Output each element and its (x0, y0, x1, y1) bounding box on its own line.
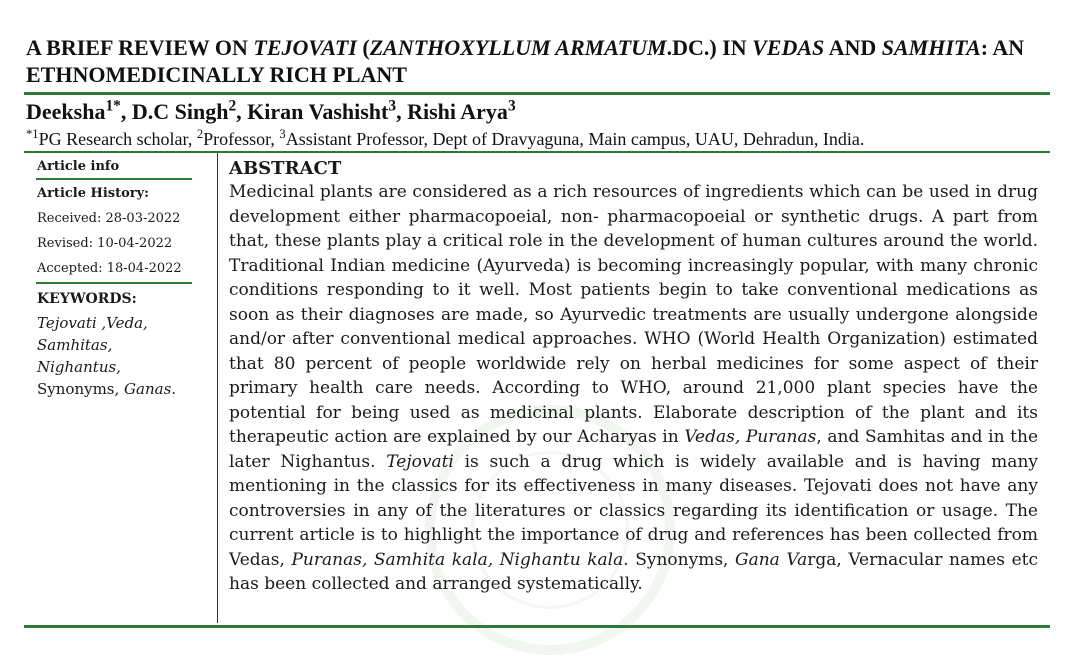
keyword-line: Synonyms, Ganas. (37, 380, 177, 398)
author-name: Kiran Vashisht (247, 99, 389, 124)
keyword-line: Nighantus, (37, 358, 121, 376)
article-history-heading: Article History: (37, 186, 149, 201)
header-divider (24, 151, 1050, 153)
column-divider (217, 153, 218, 623)
revised-date: Revised: 10-04-2022 (37, 236, 173, 251)
author-name: Rishi Arya (407, 99, 508, 124)
sidebar-divider (36, 178, 192, 180)
abstract-heading: ABSTRACT (229, 158, 342, 179)
paper-title: A BRIEF REVIEW ON TEJOVATI (ZANTHOXYLLUM ARMATUM.DC.) IN VEDAS AND SAMHITA: AN ETHNOMEDICINALLY RICH PLANT (26, 35, 1025, 87)
keyword-line: Tejovati ,Veda, (37, 314, 148, 332)
author-list: Deeksha$^{1*}$, D.C Singh$^2$, Kiran Vashisht$^3$, Rishi Arya$^3$ (26, 97, 516, 124)
accepted-date: Accepted: 18-04-2022 (37, 261, 182, 276)
affiliations: $^{*1}$PG Research scholar, $^2$Professor, $^3$Assistant Professor, Dept of Dravyaguna, Main campus, UAU, Dehradun, India. (26, 127, 865, 149)
abstract-text: Medicinal plants are considered as a rich resources of ingredients which can be used in drug development either pharmacopoeial, non- pharmacopoeial or synthetic drugs. A part from that, these plants play a critical role in the development of human cultures around the world. Traditional Indian medicine (Ayurveda) is becoming increasingly popular, with many chronic conditions responding to it well. Most patients begin to take conventional medications as soon as their diagnoses are made, so Ayurvedic treatments are usually undergone alongside and/or after conventional medical approaches. WHO (World Health Organization) estimated that 80 percent of people worldwide rely on herbal medicines for some aspect of their primary health care needs. According to WHO, around 21,000 plant species have the potential for being used as medicinal plants. Elaborate description of the plant and its therapeutic action are explained by our Acharyas in Vedas, Puranas, and Samhitas and in the later Nighantus. Tejovati is such a drug which is widely available and is having many mentioning in the classics for its effectiveness in many diseases. Tejovati does not have any controversies in any of the literatures or classics regarding its identification or usage. The current article is to highlight the importance of drug and references has been collected from Vedas, Puranas, Samhita kala, Nighantu kala. Synonyms, Gana Varga, Vernacular names etc has been collected and arranged systematically. (229, 182, 1038, 594)
abstract-section (229, 157, 1038, 597)
keywords-heading: KEYWORDS: (37, 291, 137, 307)
article-info-heading: Article info (37, 159, 120, 174)
keyword-line: Samhitas, (37, 336, 113, 354)
author-name: D.C Singh (131, 99, 229, 124)
sidebar-divider (36, 282, 192, 284)
author-name: Deeksha (26, 99, 106, 124)
article-info-sidebar (37, 157, 192, 400)
received-date: Received: 28-03-2022 (37, 211, 181, 226)
title-divider (24, 92, 1050, 95)
footer-divider (24, 625, 1050, 628)
